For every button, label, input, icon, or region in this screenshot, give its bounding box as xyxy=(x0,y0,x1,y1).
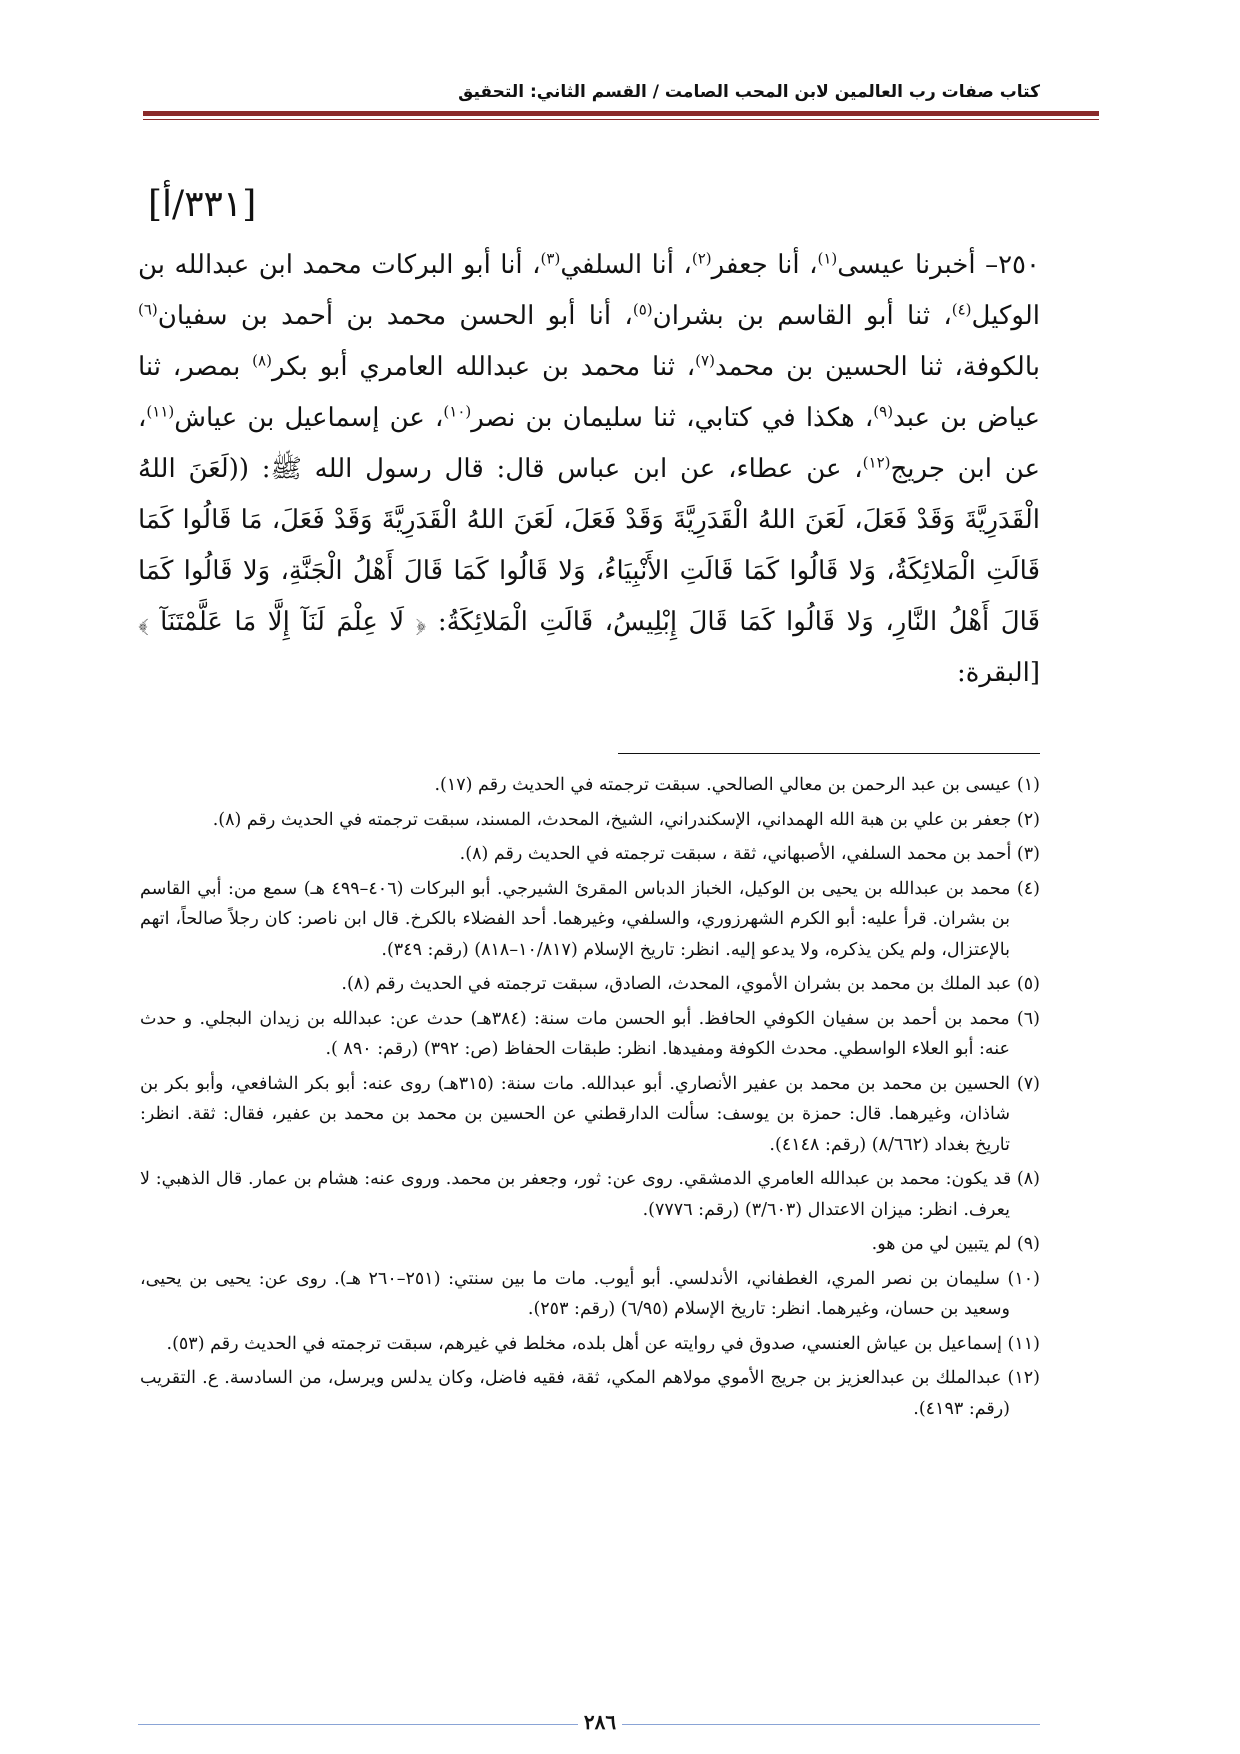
footnote-ref-7[interactable]: (٧) xyxy=(695,351,715,370)
hadith-segment: ، أنا جعفر xyxy=(711,250,818,280)
footnote: (٨) قد يكون: محمد بن عبدالله العامري الدمشقي. روى عن: ثور، وجعفر بن محمد. وروى عنه: هشام بن عمار. قال الذهبي: لا يعرف. انظر: ميزان الاعتدال (٣/٦٠٣) (رقم: ٧٧٧٦). xyxy=(140,1169,1040,1220)
hadith-segment: بالكوفة، ثنا الحسين بن محمد xyxy=(714,352,1040,382)
footnote: (١٢) عبدالملك بن عبدالعزيز بن جريج الأموي مولاهم المكي، ثقة، فقيه فاضل، وكان يدلس ويرسل، من السادسة. ع. التقريب (رقم: ٤١٩٣). xyxy=(140,1368,1040,1419)
footnote-ref-4[interactable]: (٤) xyxy=(951,300,972,319)
manuscript-folio-marker: [٣٣١/أ] xyxy=(148,184,257,225)
hadith-text xyxy=(138,240,1040,699)
footnote-separator xyxy=(618,753,1040,754)
footnote: (٣) أحمد بن محمد السلفي، الأصبهاني، ثقة ، سبقت ترجمته في الحديث رقم (٨). xyxy=(459,844,1040,864)
hadith-segment: بمصر، ثنا عياض بن عبد xyxy=(138,352,1040,433)
hadith-segment: ، أنا أبو البركات محمد ابن عبدالله بن الوكيل xyxy=(138,250,1041,331)
footnote-ref-11[interactable]: (١١) xyxy=(146,402,175,421)
footnote-ref-9[interactable]: (٩) xyxy=(873,402,894,421)
header-rule-thin xyxy=(143,119,1099,120)
hadith-segment: ، عن إسماعيل بن عياش xyxy=(174,403,444,433)
hadith-segment: ، ثنا محمد بن عبدالله العامري أبو بكر xyxy=(271,352,696,382)
quran-verse: لَا عِلْمَ لَنَآ إِلَّا مَا عَلَّمْتَنَآ xyxy=(148,607,416,637)
hadith-segment: ٢٥٠– أخبرنا عيسى xyxy=(837,250,1040,280)
footnote-ref-1[interactable]: (١) xyxy=(817,249,838,268)
footnote: (١) عيسى بن عبد الرحمن بن معالي الصالحي. سبقت ترجمته في الحديث رقم (١٧). xyxy=(434,775,1040,795)
footnote: (٤) محمد بن عبدالله بن يحيى بن الوكيل، الخباز الدباس المقرئ الشيرجي. أبو البركات (٤٠٦–٤٩٩ هـ) سمع من: أبي القاسم بن بشران. قرأ عليه: أبو الكرم الشهرزوري، والسلفي، وغيرهما. أحد الفضلاء بالكرخ. قال ابن ناصر: كان رجلاً صالحاً، اتهم بالإعتزال، ولم يكن يذكره، ولا يدعو إليه. انظر: تاريخ الإسلام (١٠/٨١٧–٨١٨) (رقم: ٣٤٩). xyxy=(140,878,1040,960)
footnote: (٢) جعفر بن علي بن هبة الله الهمداني، الإسكندراني، الشيخ، المحدث، المسند، سبقت ترجمته في الحديث رقم (٨). xyxy=(212,809,1040,830)
footnote: (٦) محمد بن أحمد بن سفيان الكوفي الحافظ. أبو الحسن مات سنة: (٣٨٤هـ) حدث عن: عبدالله بن زيدان البجلي. و حدث عنه: أبو العلاء الواسطي. محدث الكوفة ومفيدها. انظر: طبقات الحفاظ (ص: ٣٩٢) (رقم: ٨٩٠ ). xyxy=(140,1008,1040,1059)
header-rule-thick xyxy=(143,111,1099,116)
hadith-segment: ، ثنا أبو القاسم بن بشران xyxy=(652,301,952,331)
footnote-ref-10[interactable]: (١٠) xyxy=(443,402,472,421)
footer-rule-left xyxy=(138,1724,578,1725)
footnote-ref-12[interactable]: (١٢) xyxy=(862,453,891,472)
running-header-title: كتاب صفات رب العالمين لابن المحب الصامت / القسم الثاني: التحقيق xyxy=(458,82,1040,102)
footnote-ref-5[interactable]: (٥) xyxy=(632,300,653,319)
footnote: (٥) عبد الملك بن محمد بن بشران الأموي، المحدث، الصادق، سبقت ترجمته في الحديث رقم (٨). xyxy=(341,974,1040,994)
footnote: (١٠) سليمان بن نصر المري، الغطفاني، الأندلسي. أبو أيوب. مات ما بين سنتي: (٢٥١–٢٦٠ هـ). روى عن: يحيى بن يحيى، وسعيد بن حسان، وغيرهما. انظر: تاريخ الإسلام (٦/٩٥) (رقم: ٢٥٣). xyxy=(140,1268,1040,1319)
page-number: ٢٨٦ xyxy=(583,1710,617,1734)
quran-reference: [البقرة: xyxy=(956,658,1040,688)
footer-rule-right xyxy=(622,1724,1040,1725)
footnote: (١١) إسماعيل بن عياش العنسي، صدوق في روايته عن أهل بلده، مخلط في غيرهم، سبقت ترجمته في الحديث رقم (٥٣). xyxy=(166,1333,1040,1354)
footnote-ref-6[interactable]: (٦) xyxy=(138,300,158,319)
footnote-ref-3[interactable]: (٣) xyxy=(540,249,561,268)
footnote: (٧) الحسين بن محمد بن محمد بن عفير الأنصاري. أبو عبدالله. مات سنة: (٣١٥هـ) روى عنه: أبو بكر الشافعي، وأبو بكر بن شاذان، وغيرهما. قال: حمزة بن يوسف: سألت الدارقطني عن الحسين بن محمد بن محمد بن عفير، فقال: ثقة. انظر: تاريخ بغداد (٨/٦٦٢) (رقم: ٤١٤٨). xyxy=(140,1073,1040,1155)
hadith-segment: ، أنا أبو الحسن محمد بن أحمد بن سفيان xyxy=(157,301,633,331)
footnote-ref-8[interactable]: (٨) xyxy=(252,351,272,370)
hadith-segment: ، هكذا في كتابي، ثنا سليمان بن نصر xyxy=(471,403,874,433)
footnotes-section xyxy=(140,770,1040,1428)
hadith-segment: ، عن ابن جريج xyxy=(138,403,1040,484)
hadith-segment: ، عن عطاء، عن ابن عباس قال: قال رسول الله ﷺ: ((لَعَنَ اللهُ الْقَدَرِيَّةَ وَقَدْ فَعَلَ، لَعَنَ اللهُ الْقَدَرِيَّةَ وَقَدْ فَعَلَ، لَعَنَ اللهُ الْقَدَرِيَّةَ وَقَدْ فَعَلَ، مَا قَالُوا كَمَا قَالَتِ الْمَلائِكَةُ، وَلا قَالُوا كَمَا قَالَتِ الأَنْبِيَاءُ، وَلا قَالُوا كَمَا قَالَ أَهْلُ الْجَنَّةِ، وَلا قَالُوا كَمَا قَالَ أَهْلُ النَّارِ، وَلا قَالُوا كَمَا قَالَ إِبْلِيسُ، قَالَتِ الْمَلائِكَةُ: xyxy=(138,454,1041,637)
footnote: (٩) لم يتبين لي من هو. xyxy=(871,1234,1040,1254)
quran-bracket-open: ﴿ xyxy=(415,607,427,637)
quran-bracket-close: ﴾ xyxy=(138,607,149,637)
footnote-ref-2[interactable]: (٢) xyxy=(691,249,712,268)
hadith-segment: ، أنا السلفي xyxy=(560,250,692,280)
